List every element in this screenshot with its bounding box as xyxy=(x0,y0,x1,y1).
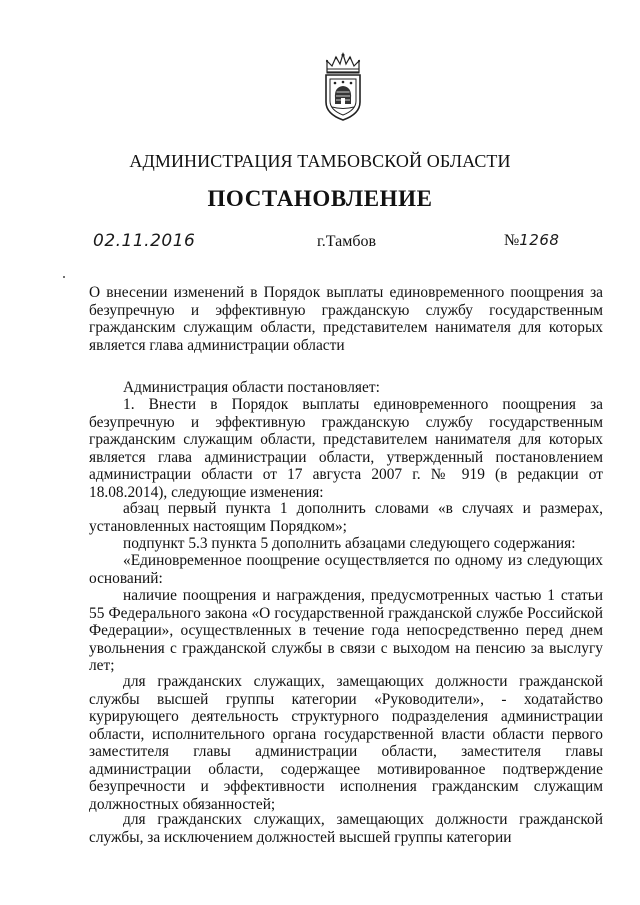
city-name: г.Тамбов xyxy=(317,233,377,250)
document-number xyxy=(504,231,559,250)
handwritten-number: 1268 xyxy=(519,231,560,249)
coat-of-arms-emblem xyxy=(321,52,365,122)
body-paragraph-amendment-1: абзац первый пункта 1 дополнить словами «в случаях и размерах, установленных настоящим Порядком»; xyxy=(89,500,603,535)
document-subject: О внесении изменений в Порядок выплаты единовременного поощрения за безупречную и эффективную гражданскую службу государственным гражданским служащим области, представителем нанимателя для которых является глава администрации области xyxy=(89,284,603,354)
organization-name: АДМИНИСТРАЦИЯ ТАМБОВСКОЙ ОБЛАСТИ xyxy=(129,151,511,171)
number-prefix: № xyxy=(504,232,520,249)
body-paragraph-preamble: Администрация области постановляет: xyxy=(123,379,380,396)
body-paragraph-ground-3: для гражданских служащих, замещающих должности гражданской службы, за исключением должностей высшей группы категории xyxy=(89,811,603,846)
handwritten-date: 02.11.2016 xyxy=(93,231,196,251)
body-paragraph-ground-2: для гражданских служащих, замещающих должности гражданской службы высшей группы категории «Руководители», - ходатайство курирующего деятельность структурного подразделения администрации области, исполнительного органа государственной власти области первого заместителя главы администрации области, заместителя главы администрации области, содержащее мотивированное подтверждение безупречности и эффективности исполнения гражданским служащим должностных обязанностей; xyxy=(89,673,603,813)
body-paragraph-ground-1: наличие поощрения и награждения, предусмотренных частью 1 статьи 55 Федерального закона «О государственной гражданской службе Российской Федерации», осуществленных в течение года непосредственно перед днем увольнения с гражданской службы в связи с выходом на пенсию за выслугу лет; xyxy=(89,587,603,674)
scan-artifact xyxy=(63,276,65,278)
body-paragraph-item-1: 1. Внести в Порядок выплаты единовременного поощрения за безупречную и эффективную гражданскую службу государственным гражданским служащим области, представителем нанимателя для которых является глава администрации области, утвержденный постановлением администрации области от 17 августа 2007 г. № 919 (в редакции от 18.08.2014), следующие изменения: xyxy=(89,396,603,501)
body-paragraph-amendment-2: подпункт 5.3 пункта 5 дополнить абзацами следующего содержания: xyxy=(123,535,576,552)
document-type-title: ПОСТАНОВЛЕНИЕ xyxy=(207,186,433,211)
body-paragraph-quote-start: «Единовременное поощрение осуществляется по одному из следующих оснований: xyxy=(89,552,603,587)
